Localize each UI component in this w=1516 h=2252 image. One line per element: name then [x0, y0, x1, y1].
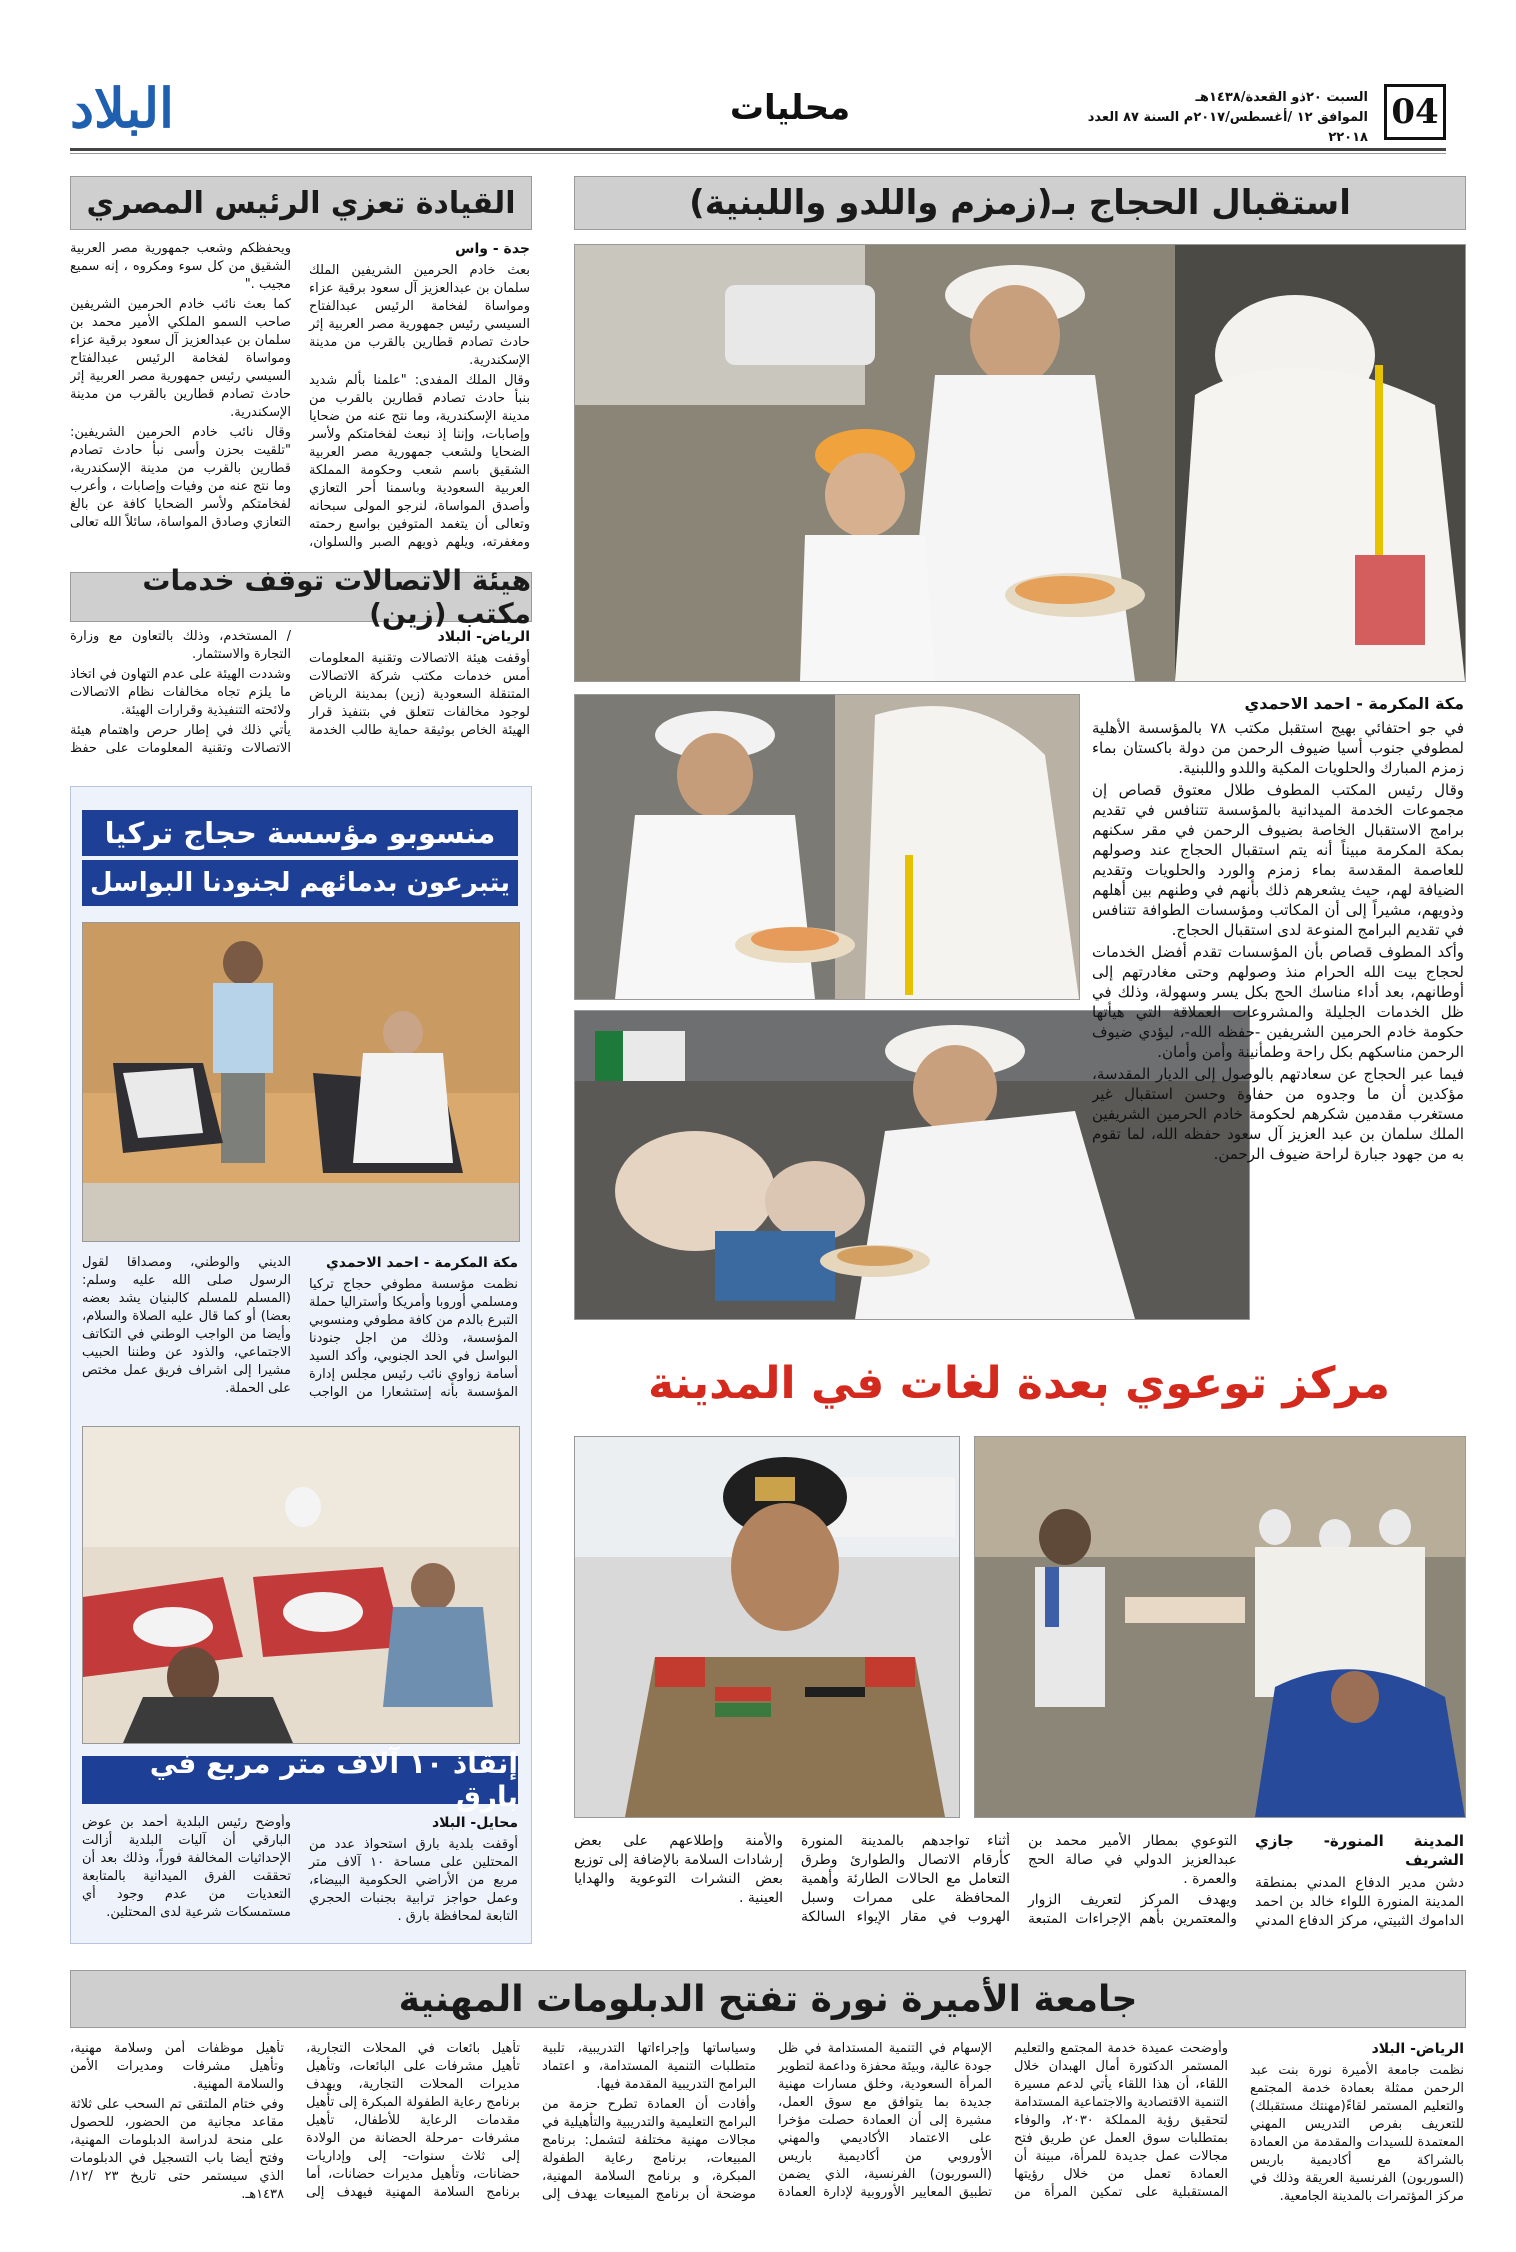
date-hijri: السبت ٢٠ذو القعدة/١٤٣٨هـ — [1195, 90, 1368, 105]
hajj-paragraph: وقال رئيس المكتب المطوف طلال معتوق قصاص إن مجموعات الخدمة الميدانية بالمؤسسة تتنافس في تقديم برامج الاستقبال الخاصة بضيوف الرحمن في مقر سكنهم بمكة المكرمة مبيناً أنه يتم استقبال الحجاج عند وصولهم للعاصمة المقدسة بماء زمزم والورد والحلويات وتقديم الضيافة لهم، حيث يشعرهم ذلك بأنهم في وطنهم بين أهلهم وذويهم، مشيراً إلى أن المكاتب ومؤسسات الطوافة تتنافس في تقديم البرامج المنوعة لدى استقبال الحجاج. — [1092, 781, 1464, 939]
university-paragraph: نظمت جامعة الأميرة نورة بنت عبد الرحمن ممثلة بعمادة خدمة المجتمع والتعليم المستمر لقاءً(مهنتك مستقبلك) للتعريف بفرص التدريس المهني المعتمدة للسيدات والمقدمة من العمادة بالشراكة مع أكاديمية باريس (السوربون) الفرنسية العريقة وذلك في مركز المؤتمرات بالمدينة الجامعية. — [1250, 2063, 1464, 2204]
blood-paragraph: نظمت مؤسسة مطوفي حجاج تركيا ومسلمي أوروبا وأمريكا وأستراليا حملة التبرع بالدم من كافة مطوفي ومنسوبي المؤسسة، وذلك من اجل جنودنا البواسل في الحد الجنوبي، وأكد السيد أسامة زواوي نائب رئيس مجلس إدارة المؤسسة بأنه إستشعارا من الواجب الديني والوطني، ومصداقا لقول الرسول صلى الله عليه وسلم: (المسلم للمسلم كالبنيان يشد بعضه بعضا) أو كما قال عليه الصلاة والسلام، وأيضا من الواجب الوطني في التكاتف الاجتماعي، والذود عن وطننا الحبيب مشيرا إلى اشراف فريق عمل مختص على الحملة. — [82, 1255, 518, 1400]
zain-article-body — [70, 628, 530, 768]
zain-paragraph: أوقفت هيئة الاتصالات وتقنية المعلومات أمس خدمات مكتب شركة الاتصالات المتنقلة السعودية (زين) بمدينة الرياض لوجود مخالفات تتعلق في بتنفيذ قرار الهيئة الخاص بوثيقة حماية طالب الخدمة / المستخدم، وذلك بالتعاون مع وزارة التجارة والاستثمار. — [70, 629, 530, 738]
madinah-photo-officer — [574, 1436, 960, 1818]
date-gregorian: الموافق ١٢ /أغسطس/٢٠١٧م السنة ٨٧ العدد ٢٢٠١٨ — [1087, 110, 1368, 145]
madinah-article-body — [574, 1832, 1464, 1942]
madinah-paragraph: ويهدف المركز لتعريف الزوار والمعتمرين بأهم الإجراءات المتبعة أثناء تواجدهم بالمدينة المنورة كأرقام الاتصال والطوارئ وطرق التعامل مع الحالات الطارئة وأهمية المحافظة على ممرات وسبل الهروب في مقار الإيواء السالكة والأمنة وإطلاعهم على بعض إرشادات السلامة بالإضافة إلى توزيع بعض النشرات التوعوية والهدايا العينية . — [574, 1833, 1237, 1927]
blood-photo-2 — [82, 1426, 520, 1744]
date-block — [1068, 88, 1368, 148]
blood-byline: مكة المكرمة - احمد الاحمدي — [325, 1255, 518, 1271]
masthead-rule — [70, 148, 1446, 151]
photo-sweets-offering — [575, 695, 1079, 999]
zain-paragraph: يأتي ذلك في إطار حرص واهتمام هيئة الاتصالات وتقنية المعلومات على حفظ — [70, 723, 291, 756]
hajj-photo-second — [574, 694, 1080, 1000]
leadership-paragraph: وقال الملك المفدى: "علمنا بألم شديد بنبأ حادث تصادم قطارين بالقرب من مدينة الإسكندرية، وما نتج عنه من ضحايا وإصابات، وإننا إذ نبعث لفخامتكم ولأسر الضحايا ولشعب جمهورية مصر العربية الشقيق باسم شعب وحكومة المملكة العربية السعودية وباسمنا أحر التعازي وأصدق المواساة، لنرجو المولى سبحانه وتعالى أن يتغمد المتوفين بواسع رحمته ومغفرته، ويلهم ذويهم الصبر والسلوان، ويحفظكم وشعب جمهورية مصر العربية الشقيق من كل سوء ومكروه ، إنه سميع مجيب ." — [70, 241, 530, 550]
university-headline: جامعة الأميرة نورة تفتح الدبلومات المهنية — [70, 1970, 1466, 2028]
page-number-box — [1384, 84, 1446, 140]
hajj-headline: استقبال الحجاج بـ(زمزم واللدو واللبنية) — [574, 176, 1466, 230]
hajj-paragraph: فيما عبر الحجاج عن سعادتهم بالوصول إلى الديار المقدسة، مؤكدين أن ما وجدوه من حفاوة وحسن استقبال غير مستغرب مقدمين شكرهم لحكومة خادم الحرمين الشريفين الملك سلمان بن عبد العزيز آل سعود حفظه الله، لما تقوم به من جهود جبارة لراحة ضيوف الرحمن. — [1092, 1065, 1464, 1163]
university-paragraph: وأوضحت عميدة خدمة المجتمع والتعليم المستمر الدكتورة أمال الهبدان خلال اللقاء، أن هذا اللقاء يأتي لدعم مسيرة التنمية الاقتصادية والاجتماعية المستدامة لتحقيق رؤية المملكة ٢٠٣٠، والوفاء بمتطلبات سوق العمل عن طريق فتح مجالات عمل جديدة للمرأة، مبينة أن العمادة تعمل من خلال رؤيتها المستقبلية على تمكين المرأة من الإسهام في التنمية المستدامة في ظل جودة عالية، وبيئة محفزة وداعمة لتطوير المرأة السعودية، وخلق مسارات مهنية جديدة بما يتوافق مع سوق العمل، مشيرة إلى أن العمادة حصلت مؤخرا على الاعتماد الأكاديمي والمهني الأوروبي من أكاديمية باريس (السوربون) الفرنسية، الذي يضمن تطبيق المعايير الأوروبية لإدارة العمادة وسياساتها وإجراءاتها التدريبية، تلبية متطلبات التنمية المستدامة، و اعتماد البرامج التدريبية المقدمة فيها. — [542, 2041, 1229, 2200]
masthead — [70, 76, 1446, 145]
university-paragraph: وفي ختام الملتقى تم السحب على ثلاثة مقاعد مجانية من الحضور، للحصول على منحة لدراسة الدبلومات المهنية، وفتح أيضا باب التسجيل في الدبلومات الذي سيستمر حتى تاريخ ٢٣ /١٢/ ١٤٣٨هـ. — [70, 2097, 284, 2202]
photo-blood-donation-room — [83, 1427, 519, 1743]
zain-byline: الرياض- البلاد — [437, 629, 530, 645]
leadership-headline: القيادة تعزي الرئيس المصري — [70, 176, 532, 230]
hajj-byline: مكة المكرمة - احمد الاحمدي — [1244, 694, 1464, 713]
blood-photo-1 — [82, 922, 520, 1242]
university-paragraph: وأفادت أن العمادة تطرح حزمة من البرامج التعليمية والتدريبية والتأهيلية في مجالات مهنية مختلفة لتشمل: برنامج المبيعات، برنامج رعاية الطفولة المبكرة، و برنامج السلامة المهنية، موضحة أن برنامج المبيعات يهدف إلى تأهيل بائعات في المحلات التجارية، تأهيل مشرفات على البائعات، وتأهيل مديرات المحلات التجارية، ويهدف برنامج رعاية الطفولة المبكرة إلى تأهيل مقدمات الرعاية للأطفال، تأهيل مشرفات -مرحلة الحضانة من الولادة إلى ثلاث سنوات- إلى وإداريات حضانات، وتأهيل مديرات حضانات، أما برنامج السلامة المهنية فيهدف إلى تأهيل موظفات أمن وسلامة مهنية، وتأهيل مشرفات ومديرات الأمن والسلامة المهنية. — [70, 2041, 756, 2202]
university-byline: الرياض- البلاد — [1371, 2041, 1464, 2057]
masthead-rule-thin — [70, 153, 1446, 154]
bariq-paragraph: وأوضح رئيس البلدية أحمد بن عوض البارقي أن آليات البلدية أزالت الإحداثيات المخالفة فوراً، وذلك بعد أن تحققت الفرق الميدانية بالمتابعة التعديات من عدم وجود أي مستمسكات شرعية لدى المحتلين. — [82, 1815, 291, 1920]
leadership-paragraph: كما بعث نائب خادم الحرمين الشريفين صاحب السمو الملكي الأمير محمد بن سلمان بن عبدالعزيز آل سعود برقية عزاء ومواساة لفخامة الرئيس عبدالفتاح السيسي رئيس جمهورية مصر العربية إثر حادث تصادم قطارين بالقرب من مدينة الإسكندرية. — [70, 297, 291, 420]
madinah-headline: مركز توعوي بعدة لغات في المدينة — [647, 1358, 1391, 1409]
bariq-article-body — [82, 1814, 518, 1934]
leadership-byline: جدة - واس — [455, 241, 530, 257]
blood-article-body — [82, 1254, 518, 1414]
blood-headline-1: منسوبو مؤسسة حجاج تركيا — [82, 810, 518, 856]
bariq-byline: محايل- البلاد — [431, 1815, 518, 1831]
bariq-headline: إنقاذ ١٠ آلاف متر مربع في بارق — [82, 1756, 518, 1804]
hajj-paragraph: وأكد المطوف قصاص بأن المؤسسات تقدم أفضل الخدمات لحجاج بيت الله الحرام منذ وصولهم وحتى مغادرتهم إلى أوطانهم، بعد أداء مناسك الحج بكل يسر وسهولة، وذلك في ظل الخدمات الجليلة والمشروعات العملاقة التي هيأتها حكومة خادم الحرمين الشريفين -حفظه الله-، ليؤدي ضيوف الرحمن مناسكهم بكل راحة وطمأنينة وأمن وأمان. — [1092, 943, 1464, 1061]
leadership-paragraph: وقال نائب خادم الحرمين الشريفين: "تلقيت بحزن وأسى نبأ حادث تصادم قطارين بالقرب من مدينة الإسكندرية، وما نتج عنه من وفيات وإصابات ، وأعرب لفخامتكم ولأسر الضحايا كافة عن بالغ التعازي وصادق المواساة، سائلاً الله تعالى — [70, 425, 291, 530]
university-article-body — [70, 2040, 1464, 2220]
hajj-photo-main — [574, 244, 1466, 682]
zain-headline: هيئة الاتصالات توقف خدمات مكتب (زين) — [70, 572, 532, 622]
blood-headline-2: يتبرعون بدمائهم لجنودنا البواسل — [82, 860, 518, 906]
hajj-article-body — [1092, 694, 1464, 1324]
hajj-paragraph: في جو احتفائي بهيج استقبل مكتب ٧٨ بالمؤسسة الأهلية لمطوفي جنوب أسيا ضيوف الرحمن من دولة باكستان بماء زمزم المبارك والحلويات المكية واللدو واللبنية. — [1092, 719, 1464, 777]
madinah-paragraph: دشن مدير الدفاع المدني بمنطقة المدينة المنورة اللواء خالد بن احمد الداموك الثبيتي، مركز الدفاع المدني التوعوي بمطار الأمير محمد بن عبدالعزيز الدولي في صالة الحج والعمرة . — [1028, 1833, 1464, 1929]
section-title: محليات — [729, 88, 851, 128]
leadership-article-body — [70, 240, 530, 558]
madinah-byline: المدينة المنورة- جازي الشريف — [1255, 1832, 1464, 1869]
bariq-paragraph: أوقفت بلدية بارق استحواذ عدد من المحتلين على مساحة ١٠ آلاف متر مربع من الأراضي الحكومية البيضاء، وعمل حواجز ترابية بجنبات الحجري التابعة لمحافظة بارق . — [309, 1837, 518, 1924]
photo-airport-pilgrims — [975, 1437, 1465, 1817]
page-number: 04 — [1391, 92, 1439, 132]
leadership-paragraph: بعث خادم الحرمين الشريفين الملك سلمان بن عبدالعزيز آل سعود برقية عزاء ومواساة لفخامة الرئيس عبدالفتاح السيسي رئيس جمهورية مصر العربية إثر حادث تصادم قطارين بالقرب من مدينة الإسكندرية. — [309, 263, 530, 368]
zain-paragraph: وشددت الهيئة على عدم التهاون في اتخاذ ما يلزم تجاه مخالفات نظام الاتصالات ولائحته التنفيذية وقرارات الهيئة. — [70, 667, 291, 718]
madinah-photo-crowd — [974, 1436, 1466, 1818]
newspaper-logo: البلاد — [70, 76, 175, 140]
photo-pilgrims-welcome — [575, 245, 1465, 681]
photo-civil-defense-director — [575, 1437, 959, 1817]
photo-blood-donors-chairs — [83, 923, 519, 1241]
